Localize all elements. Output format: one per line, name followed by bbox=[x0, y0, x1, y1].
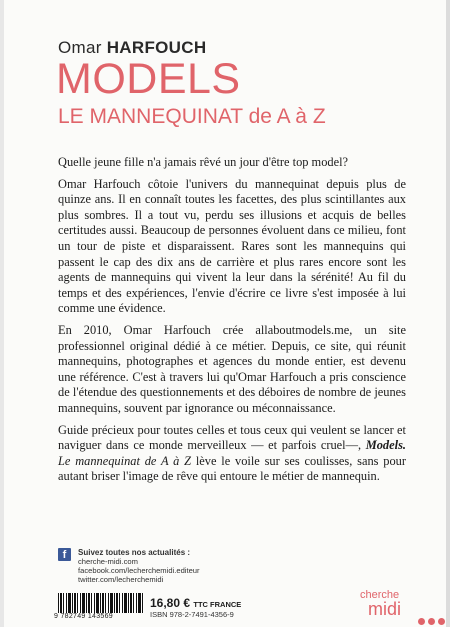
facebook-link[interactable]: facebook.com/lecherchemidi.editeur bbox=[78, 566, 200, 575]
author-last-name: HARFOUCH bbox=[106, 38, 207, 57]
blurb-paragraph: Quelle jeune fille n'a jamais rêvé un jour d'être top model? bbox=[58, 155, 349, 169]
blurb-text-end: lève le voile sur ses coulisses, sans pour autant briser l'image de rêve qui entoure le métier de mannequin. bbox=[58, 453, 407, 484]
barcode-bars bbox=[58, 593, 144, 613]
dot bbox=[438, 618, 445, 625]
blurb-paragraph-last bbox=[58, 423, 406, 485]
price-amount: 16,80 € bbox=[150, 596, 191, 610]
social-heading: Suivez toutes nos actualités : bbox=[78, 548, 191, 557]
book-subtitle: LE MANNEQUINAT de A à Z bbox=[58, 105, 326, 128]
facebook-icon: f bbox=[58, 548, 71, 561]
price-suffix: TTC FRANCE bbox=[193, 600, 242, 609]
dot bbox=[428, 618, 435, 625]
decorative-dots bbox=[418, 618, 445, 625]
book-title: MODELS bbox=[56, 55, 241, 103]
blurb-book-title-italic: Le mannequinat de A à Z bbox=[58, 453, 192, 468]
publisher-logo-line1: cherche bbox=[360, 589, 400, 601]
barcode bbox=[54, 593, 144, 620]
publisher-logo-line2: midi bbox=[368, 599, 402, 619]
blurb bbox=[58, 155, 406, 491]
blurb-paragraph: Omar Harfouch côtoie l'univers du mannequinat depuis plus de quinze ans. Il en connaît toutes les facettes, des plus scintillantes aux plus sombres. Il a tout vu, perdu ses illusions et acquis de belles certitudes aussi. Beaucoup de personnes évoluent dans ce milieu, font un tour de piste et disparaissent. Rares sont les mannequins qui passent le cap des dix ans de carrière et plus rares encore sont les agents de mannequins qui vivent la leur dans la sérénité! Au fil du temps et des expériences, l'envie d'écrire ce livre s'est imposée à lui comme une évidence. bbox=[58, 176, 406, 316]
blurb-paragraph: En 2010, Omar Harfouch crée allaboutmodels.me, un site professionnel original dédié à ce métier. Depuis, ce site, qui réunit mannequins, photographes et agences du monde entier, est devenu une référence. C'est à travers lui qu'Omar Harfouch a pris conscience de l'étendue des questionnements et des déboires de nombre de jeunes mannequins, souvent par ignorance ou méconnaissance. bbox=[58, 322, 406, 415]
blurb-text: Guide précieux pour toutes celles et tous ceux qui veulent se lancer et naviguer dans ce monde merveilleux — et parfois cruel—, bbox=[58, 422, 406, 453]
website-link[interactable]: cherche-midi.com bbox=[78, 557, 138, 566]
price bbox=[150, 596, 241, 610]
blurb-book-title-bold: Models. bbox=[365, 438, 406, 453]
dot bbox=[418, 618, 425, 625]
barcode-number: 9 782749 143569 bbox=[54, 613, 113, 620]
twitter-link[interactable]: twitter.com/lecherchemidi bbox=[78, 575, 164, 584]
isbn: ISBN 978-2-7491-4356-9 bbox=[150, 610, 234, 619]
author-first-name: Omar bbox=[58, 38, 102, 57]
publisher-logo bbox=[360, 590, 401, 618]
